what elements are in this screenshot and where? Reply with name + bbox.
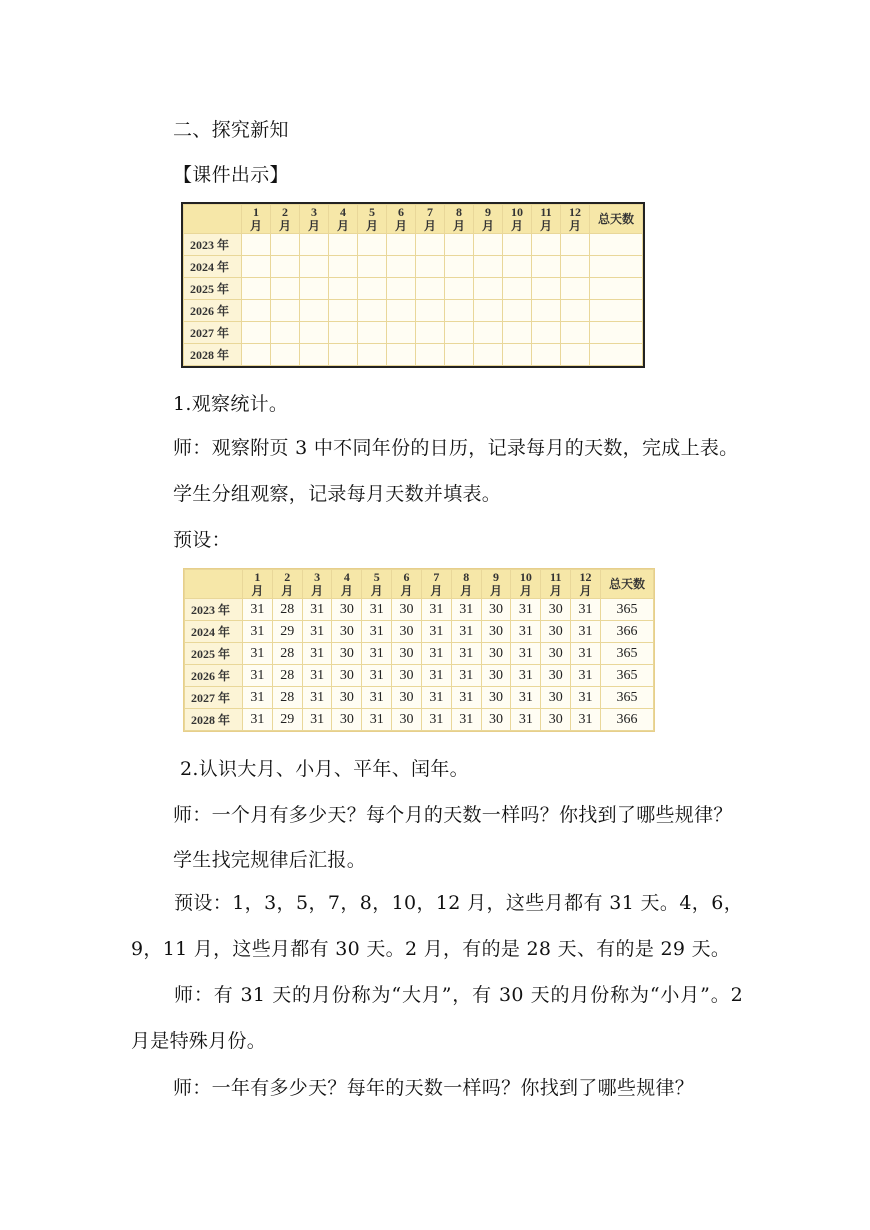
days-cell: 31 — [421, 621, 451, 643]
empty-cell — [590, 322, 643, 344]
month-header-5: 5 月 — [362, 570, 392, 599]
table-row — [185, 687, 654, 709]
empty-cell — [416, 300, 445, 322]
courseware-label: 【课件出示】 — [173, 164, 289, 186]
days-cell: 30 — [541, 687, 571, 709]
empty-cell — [561, 278, 590, 300]
days-cell: 30 — [481, 687, 511, 709]
days-cell: 30 — [392, 687, 422, 709]
total-days-cell: 365 — [601, 643, 654, 665]
days-cell: 30 — [392, 665, 422, 687]
empty-cell — [271, 256, 300, 278]
total-days-header: 总天数 — [590, 205, 643, 234]
days-cell: 31 — [511, 665, 541, 687]
days-cell: 31 — [421, 643, 451, 665]
month-header-8: 8 月 — [445, 205, 474, 234]
year-label: 2026 年 — [185, 665, 243, 687]
table-row — [185, 709, 654, 731]
empty-cell — [590, 256, 643, 278]
empty-cell — [503, 234, 532, 256]
total-days-cell: 365 — [601, 665, 654, 687]
empty-cell — [532, 278, 561, 300]
empty-cell — [590, 344, 643, 366]
table-row — [184, 278, 643, 300]
month-header-3: 3 月 — [300, 205, 329, 234]
total-days-header: 总天数 — [601, 570, 654, 599]
days-cell: 31 — [302, 665, 332, 687]
empty-cell — [358, 234, 387, 256]
days-cell: 31 — [451, 687, 481, 709]
table-row — [184, 322, 643, 344]
days-cell: 28 — [272, 665, 302, 687]
empty-cell — [445, 278, 474, 300]
empty-cell — [503, 322, 532, 344]
empty-cell — [387, 278, 416, 300]
empty-cell — [271, 278, 300, 300]
days-cell: 31 — [362, 643, 392, 665]
days-cell: 30 — [332, 709, 362, 731]
step1-title: 1.观察统计。 — [173, 393, 289, 415]
empty-cell — [561, 300, 590, 322]
blank-table-header-row — [184, 205, 643, 234]
empty-cell — [445, 256, 474, 278]
month-header-9: 9 月 — [481, 570, 511, 599]
empty-cell — [474, 344, 503, 366]
month-header-8: 8 月 — [451, 570, 481, 599]
days-cell: 30 — [332, 621, 362, 643]
days-cell: 30 — [481, 665, 511, 687]
step2-title: 2.认识大月、小月、平年、闰年。 — [180, 758, 469, 780]
empty-cell — [300, 278, 329, 300]
month-header-10: 10 月 — [511, 570, 541, 599]
empty-cell — [242, 278, 271, 300]
empty-cell — [329, 278, 358, 300]
days-cell: 31 — [451, 621, 481, 643]
month-header-10: 10 月 — [503, 205, 532, 234]
month-header-2: 2 月 — [271, 205, 300, 234]
table-row — [184, 344, 643, 366]
empty-cell — [387, 234, 416, 256]
days-cell: 31 — [571, 687, 601, 709]
empty-cell — [271, 234, 300, 256]
days-cell: 31 — [302, 643, 332, 665]
month-header-7: 7 月 — [416, 205, 445, 234]
empty-cell — [532, 344, 561, 366]
teacher-line-3: 师：一年有多少天？每年的天数一样吗？你找到了哪些规律？ — [173, 1077, 695, 1099]
empty-cell — [503, 344, 532, 366]
days-cell: 30 — [481, 709, 511, 731]
days-cell: 29 — [272, 709, 302, 731]
teacher-line-1: 师：观察附页 3 中不同年份的日历，记录每月的天数，完成上表。 — [173, 437, 739, 459]
days-cell: 30 — [541, 643, 571, 665]
days-cell: 28 — [272, 599, 302, 621]
year-label: 2027 年 — [184, 322, 242, 344]
days-cell: 30 — [332, 687, 362, 709]
days-cell: 31 — [243, 599, 273, 621]
empty-cell — [358, 344, 387, 366]
empty-cell — [503, 278, 532, 300]
total-days-cell: 366 — [601, 709, 654, 731]
empty-cell — [561, 344, 590, 366]
empty-cell — [271, 344, 300, 366]
days-cell: 30 — [392, 709, 422, 731]
month-header-11: 11 月 — [541, 570, 571, 599]
days-cell: 31 — [243, 709, 273, 731]
table-row — [185, 599, 654, 621]
days-cell: 31 — [362, 599, 392, 621]
empty-cell — [387, 300, 416, 322]
year-label: 2023 年 — [185, 599, 243, 621]
empty-cell — [242, 234, 271, 256]
days-cell: 30 — [392, 621, 422, 643]
empty-cell — [416, 256, 445, 278]
empty-cell — [242, 300, 271, 322]
month-header-1: 1 月 — [243, 570, 273, 599]
empty-cell — [300, 234, 329, 256]
month-header-2: 2 月 — [272, 570, 302, 599]
days-cell: 31 — [511, 709, 541, 731]
empty-cell — [329, 234, 358, 256]
days-cell: 30 — [481, 599, 511, 621]
table-row — [184, 234, 643, 256]
year-label: 2025 年 — [184, 278, 242, 300]
table-row — [184, 256, 643, 278]
empty-cell — [416, 278, 445, 300]
year-label: 2025 年 — [185, 643, 243, 665]
days-cell: 31 — [243, 643, 273, 665]
empty-cell — [474, 234, 503, 256]
days-cell: 28 — [272, 643, 302, 665]
empty-cell — [532, 300, 561, 322]
table-row — [184, 300, 643, 322]
days-cell: 31 — [362, 687, 392, 709]
teacher-line-2: 师：一个月有多少天？每个月的天数一样吗？你找到了哪些规律？ — [173, 804, 733, 826]
empty-cell — [474, 278, 503, 300]
empty-cell — [242, 256, 271, 278]
total-days-cell: 365 — [601, 687, 654, 709]
month-header-1: 1 月 — [242, 205, 271, 234]
days-cell: 31 — [571, 599, 601, 621]
month-header-6: 6 月 — [392, 570, 422, 599]
section-title: 二、探究新知 — [173, 119, 289, 141]
days-cell: 28 — [272, 687, 302, 709]
days-cell: 31 — [302, 599, 332, 621]
empty-cell — [387, 256, 416, 278]
days-cell: 31 — [451, 599, 481, 621]
year-label: 2027 年 — [185, 687, 243, 709]
empty-cell — [242, 344, 271, 366]
header-corner-cell — [184, 205, 242, 234]
empty-cell — [300, 322, 329, 344]
empty-cell — [590, 234, 643, 256]
year-label: 2028 年 — [184, 344, 242, 366]
days-cell: 31 — [571, 665, 601, 687]
year-label: 2023 年 — [184, 234, 242, 256]
empty-cell — [445, 344, 474, 366]
days-cell: 31 — [243, 665, 273, 687]
table-row — [185, 621, 654, 643]
empty-cell — [532, 234, 561, 256]
empty-cell — [416, 344, 445, 366]
days-cell: 31 — [451, 709, 481, 731]
days-cell: 31 — [362, 709, 392, 731]
days-cell: 31 — [243, 621, 273, 643]
empty-cell — [271, 300, 300, 322]
total-days-cell: 365 — [601, 599, 654, 621]
empty-cell — [590, 300, 643, 322]
empty-cell — [474, 322, 503, 344]
month-header-5: 5 月 — [358, 205, 387, 234]
year-label: 2026 年 — [184, 300, 242, 322]
days-cell: 31 — [451, 665, 481, 687]
days-cell: 30 — [541, 709, 571, 731]
month-header-4: 4 月 — [332, 570, 362, 599]
empty-cell — [532, 256, 561, 278]
days-cell: 30 — [541, 621, 571, 643]
empty-cell — [329, 322, 358, 344]
empty-cell — [387, 322, 416, 344]
days-cell: 31 — [302, 709, 332, 731]
total-days-cell: 366 — [601, 621, 654, 643]
month-header-4: 4 月 — [329, 205, 358, 234]
empty-cell — [474, 256, 503, 278]
table-row — [185, 665, 654, 687]
days-cell: 31 — [362, 621, 392, 643]
days-cell: 31 — [421, 665, 451, 687]
empty-cell — [329, 256, 358, 278]
month-header-6: 6 月 — [387, 205, 416, 234]
table-row — [185, 643, 654, 665]
teacher-paragraph: 师：有 31 天的月份称为“大月”，有 30 天的月份称为“小月”。2 月是特殊月份。 — [131, 984, 743, 1052]
days-cell: 31 — [302, 621, 332, 643]
days-cell: 31 — [511, 599, 541, 621]
days-cell: 30 — [481, 643, 511, 665]
days-cell: 31 — [302, 687, 332, 709]
month-header-12: 12 月 — [571, 570, 601, 599]
student-line-1: 学生分组观察，记录每月天数并填表。 — [173, 483, 502, 505]
days-cell: 31 — [421, 709, 451, 731]
empty-cell — [358, 278, 387, 300]
days-cell: 30 — [481, 621, 511, 643]
empty-cell — [387, 344, 416, 366]
empty-cell — [358, 322, 387, 344]
empty-cell — [561, 322, 590, 344]
year-label: 2024 年 — [185, 621, 243, 643]
days-cell: 31 — [511, 643, 541, 665]
days-cell: 31 — [243, 687, 273, 709]
empty-cell — [503, 300, 532, 322]
preset-label: 预设： — [173, 529, 231, 551]
days-cell: 30 — [392, 643, 422, 665]
empty-cell — [300, 300, 329, 322]
empty-cell — [329, 300, 358, 322]
days-cell: 31 — [421, 599, 451, 621]
days-cell: 31 — [571, 621, 601, 643]
year-label: 2028 年 — [185, 709, 243, 731]
month-header-12: 12 月 — [561, 205, 590, 234]
preset-paragraph: 预设：1，3，5，7，8，10，12 月，这些月都有 31 天。4，6，9，11 月，这些月都有 30 天。2 月，有的是 28 天、有的是 29 天。 — [131, 892, 743, 960]
header-corner-cell — [185, 570, 243, 599]
month-header-11: 11 月 — [532, 205, 561, 234]
month-header-9: 9 月 — [474, 205, 503, 234]
days-cell: 31 — [511, 687, 541, 709]
empty-cell — [445, 322, 474, 344]
days-cell: 31 — [451, 643, 481, 665]
filled-table-header-row — [185, 570, 654, 599]
days-cell: 30 — [332, 599, 362, 621]
empty-cell — [416, 322, 445, 344]
empty-cell — [329, 344, 358, 366]
days-cell: 30 — [541, 665, 571, 687]
empty-cell — [358, 300, 387, 322]
empty-cell — [445, 300, 474, 322]
empty-cell — [532, 322, 561, 344]
empty-cell — [242, 322, 271, 344]
days-cell: 30 — [332, 665, 362, 687]
days-cell: 30 — [541, 599, 571, 621]
year-label: 2024 年 — [184, 256, 242, 278]
month-header-7: 7 月 — [421, 570, 451, 599]
month-header-3: 3 月 — [302, 570, 332, 599]
days-cell: 31 — [511, 621, 541, 643]
empty-cell — [271, 322, 300, 344]
empty-cell — [474, 300, 503, 322]
days-cell: 31 — [571, 643, 601, 665]
empty-cell — [300, 344, 329, 366]
empty-cell — [358, 256, 387, 278]
blank-calendar-table — [181, 202, 645, 368]
empty-cell — [561, 256, 590, 278]
filled-calendar-table — [183, 568, 655, 732]
empty-cell — [590, 278, 643, 300]
empty-cell — [445, 234, 474, 256]
empty-cell — [416, 234, 445, 256]
days-cell: 29 — [272, 621, 302, 643]
days-cell: 31 — [362, 665, 392, 687]
empty-cell — [561, 234, 590, 256]
days-cell: 30 — [392, 599, 422, 621]
empty-cell — [300, 256, 329, 278]
days-cell: 31 — [571, 709, 601, 731]
days-cell: 30 — [332, 643, 362, 665]
empty-cell — [503, 256, 532, 278]
student-line-2: 学生找完规律后汇报。 — [173, 849, 367, 871]
days-cell: 31 — [421, 687, 451, 709]
